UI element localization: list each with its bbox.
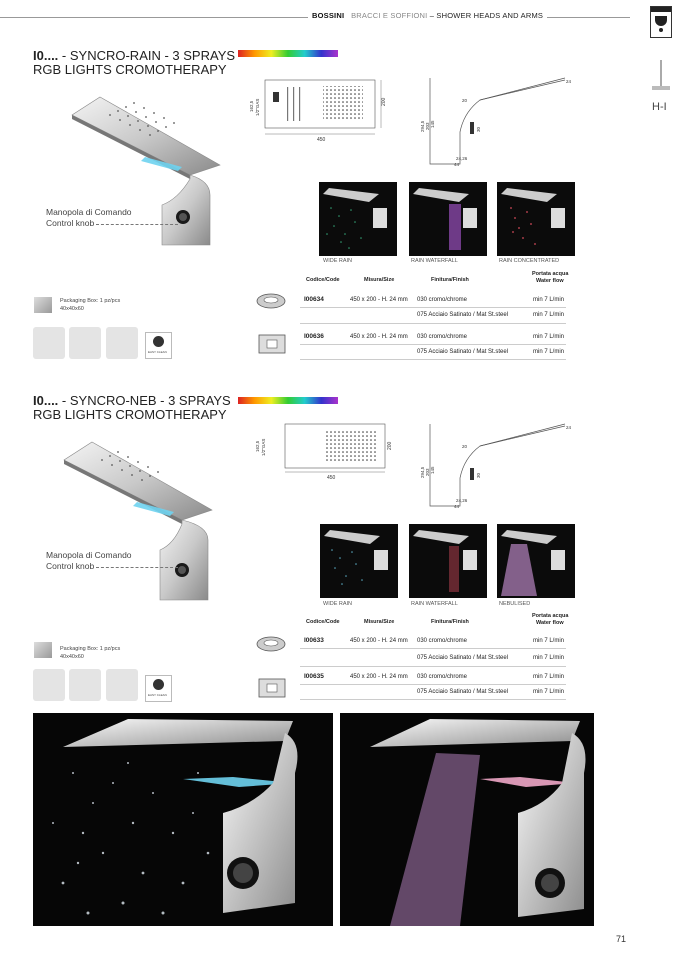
- ceiling-shower-icon: [255, 291, 287, 311]
- dim-width: 450: [327, 475, 336, 481]
- wall-shower-icon: [257, 333, 287, 355]
- shower-arm-icon: [660, 60, 662, 86]
- dim-height: 200: [387, 441, 393, 450]
- section-code: H-I: [652, 101, 667, 113]
- caption-rain-waterfall: RAIN WATERFALL: [411, 258, 458, 264]
- ceiling-shower-icon: [255, 634, 287, 654]
- photo-rain-concentrated: [497, 182, 575, 256]
- dim-b: 1/2"GAS: [255, 98, 260, 116]
- packaging-box-icon: [34, 297, 52, 313]
- product1-render: [70, 95, 230, 255]
- product2-title-code: I0....: [33, 393, 59, 408]
- water-flow: min 7 L/min: [533, 674, 565, 680]
- product1-drawing-side: [420, 72, 580, 172]
- packaging-info: [60, 297, 120, 313]
- col-code: Codice/Code: [306, 619, 340, 625]
- water-flow: min 7 L/min: [533, 638, 565, 644]
- packaging-qty: Packaging Box: 1 pz/pcs: [60, 646, 121, 652]
- thumb-nebulised: [106, 669, 138, 701]
- leader-line: [96, 567, 178, 568]
- dim-i: 20: [462, 98, 468, 103]
- packaging-qty: Packaging Box: 1 pz/pcs: [60, 298, 121, 304]
- product-size: 450 x 200 - H. 24 mm: [350, 674, 408, 680]
- product2-title: [33, 394, 231, 408]
- row-divider: [300, 666, 566, 667]
- water-flow: min 7 L/min: [533, 349, 565, 355]
- dim-j: 30: [476, 126, 481, 132]
- photo-rain-waterfall: [409, 524, 487, 598]
- packaging-info: [60, 645, 120, 661]
- easy-clean-label: EASY CLEAN: [148, 350, 167, 354]
- row-divider: [300, 699, 566, 700]
- leader-line: [96, 224, 178, 225]
- easy-clean-label: EASY CLEAN: [148, 693, 167, 697]
- col-finish: Finitura/Finish: [431, 277, 469, 283]
- finish-chrome: 030 cromo/chrome: [417, 334, 468, 340]
- dim-height: 200: [381, 97, 387, 106]
- water-flow: min 7 L/min: [533, 689, 565, 695]
- product1-subtitle: RGB LIGHTS CROMOTHERAPY: [33, 62, 227, 77]
- dim-e: 145: [430, 120, 435, 128]
- packaging-size: 40x40x60: [60, 654, 84, 660]
- col-finish: Finitura/Finish: [431, 619, 469, 625]
- thumb-waterfall: [69, 327, 101, 359]
- dim-g: 44: [454, 162, 460, 167]
- product2-subtitle: RGB LIGHTS CROMOTHERAPY: [33, 407, 227, 422]
- dim-a: 162,5: [249, 100, 254, 112]
- col-size: Misura/Size: [364, 277, 395, 283]
- dim-d: 203: [425, 468, 430, 476]
- thumb-concentrated: [106, 327, 138, 359]
- page-number: 71: [616, 934, 627, 944]
- finish-chrome: 030 cromo/chrome: [417, 674, 468, 680]
- wall-shower-icon: [257, 677, 287, 699]
- page-header: [308, 11, 547, 20]
- dim-d: 203: [425, 122, 430, 130]
- ambience-photo-nebulised: [340, 713, 594, 926]
- dim-c: 294,5: [420, 120, 425, 132]
- brand-name: BOSSINI: [312, 11, 345, 20]
- packaging-box-icon: [34, 642, 52, 658]
- product2-title-text: - SYNCRO-NEB - 3 SPRAYS: [61, 393, 231, 408]
- finish-chrome: 030 cromo/chrome: [417, 638, 468, 644]
- photo-nebulised: [497, 524, 575, 598]
- col-flow-it: Portata acqua: [532, 271, 569, 277]
- ambience-photo-rain: [33, 713, 333, 926]
- thumb-rain: [33, 327, 65, 359]
- product-code: I00634: [304, 296, 324, 303]
- section-en: SHOWER HEADS AND ARMS: [436, 11, 544, 20]
- dim-b: 1/2"GAS: [261, 438, 266, 456]
- photo-wide-rain: [320, 524, 398, 598]
- dim-g: 44: [454, 504, 460, 509]
- product-code: I00635: [304, 673, 324, 680]
- product2-drawing-front: [245, 418, 395, 486]
- control-label-it: Manopola di Comando: [46, 207, 132, 217]
- finish-satin: 075 Acciaio Satinato / Mat St.steel: [417, 312, 509, 318]
- shower-head-icon: [652, 86, 670, 90]
- dim-f: 24,26: [456, 156, 468, 161]
- control-label-it: Manopola di Comando: [46, 550, 132, 560]
- product2-render: [62, 440, 222, 605]
- row-divider: [300, 359, 566, 360]
- water-flow: min 7 L/min: [533, 655, 565, 661]
- caption-nebulised: NEBULISED: [499, 601, 531, 607]
- thumb-waterfall: [69, 669, 101, 701]
- row-divider: [300, 344, 566, 345]
- product-size: 450 x 200 - H. 24 mm: [350, 638, 408, 644]
- control-knob-label: [46, 207, 132, 229]
- col-flow-it: Portata acqua: [532, 613, 569, 619]
- product-size: 450 x 200 - H. 24 mm: [350, 334, 408, 340]
- col-size: Misura/Size: [364, 619, 395, 625]
- product1-title: [33, 49, 235, 63]
- product1-title-text: - SYNCRO-RAIN - 3 SPRAYS: [61, 48, 236, 63]
- row-divider: [300, 323, 566, 324]
- finish-chrome: 030 cromo/chrome: [417, 297, 468, 303]
- easy-clean-badge: [145, 675, 172, 702]
- product1-title-code: I0....: [33, 48, 59, 63]
- control-knob-label: [46, 550, 132, 572]
- row-divider: [300, 684, 566, 685]
- finish-satin: 075 Acciaio Satinato / Mat St.steel: [417, 349, 509, 355]
- col-flow-en: Water flow: [536, 620, 564, 626]
- product-size: 450 x 200 - H. 24 mm: [350, 297, 408, 303]
- dim-f: 24,26: [456, 498, 468, 503]
- product-code: I00636: [304, 333, 324, 340]
- col-flow-en: Water flow: [536, 278, 564, 284]
- col-code: Codice/Code: [306, 277, 340, 283]
- rgb-color-bar: [238, 397, 338, 404]
- rgb-color-bar: [238, 50, 338, 57]
- row-divider: [300, 648, 566, 649]
- finish-satin: 075 Acciaio Satinato / Mat St.steel: [417, 689, 509, 695]
- dim-c: 294,5: [420, 466, 425, 478]
- easy-clean-badge: [145, 332, 172, 359]
- dim-h2: 24: [566, 79, 572, 84]
- product2-drawing-side: [420, 418, 580, 514]
- water-flow: min 7 L/min: [533, 312, 565, 318]
- control-label-en: Control knob: [46, 218, 95, 228]
- caption-wide-rain: WIDE RAIN: [323, 601, 353, 607]
- thumb-rain: [33, 669, 65, 701]
- dim-width: 450: [317, 137, 326, 143]
- water-flow: min 7 L/min: [533, 297, 565, 303]
- section-it: BRACCI E SOFFIONI: [351, 11, 428, 20]
- product-code: I00633: [304, 637, 324, 644]
- dim-j: 30: [476, 472, 481, 478]
- separator: –: [429, 11, 435, 20]
- caption-rain-waterfall: RAIN WATERFALL: [411, 601, 458, 607]
- photo-wide-rain: [319, 182, 397, 256]
- caption-rain-concentrated: RAIN CONCENTRATED: [499, 258, 560, 264]
- water-flow: min 7 L/min: [533, 334, 565, 340]
- product1-drawing-front: [245, 72, 395, 150]
- dim-a: 162,5: [255, 440, 260, 452]
- finish-satin: 075 Acciaio Satinato / Mat St.steel: [417, 655, 509, 661]
- control-label-en: Control knob: [46, 561, 95, 571]
- dim-e: 145: [430, 466, 435, 474]
- photo-rain-waterfall: [409, 182, 487, 256]
- bossini-logo: [650, 6, 672, 38]
- dim-h2: 24: [566, 425, 572, 430]
- dim-i: 20: [462, 444, 468, 449]
- caption-wide-rain: WIDE RAIN: [323, 258, 353, 264]
- packaging-size: 40x40x60: [60, 306, 84, 312]
- row-divider: [300, 307, 566, 308]
